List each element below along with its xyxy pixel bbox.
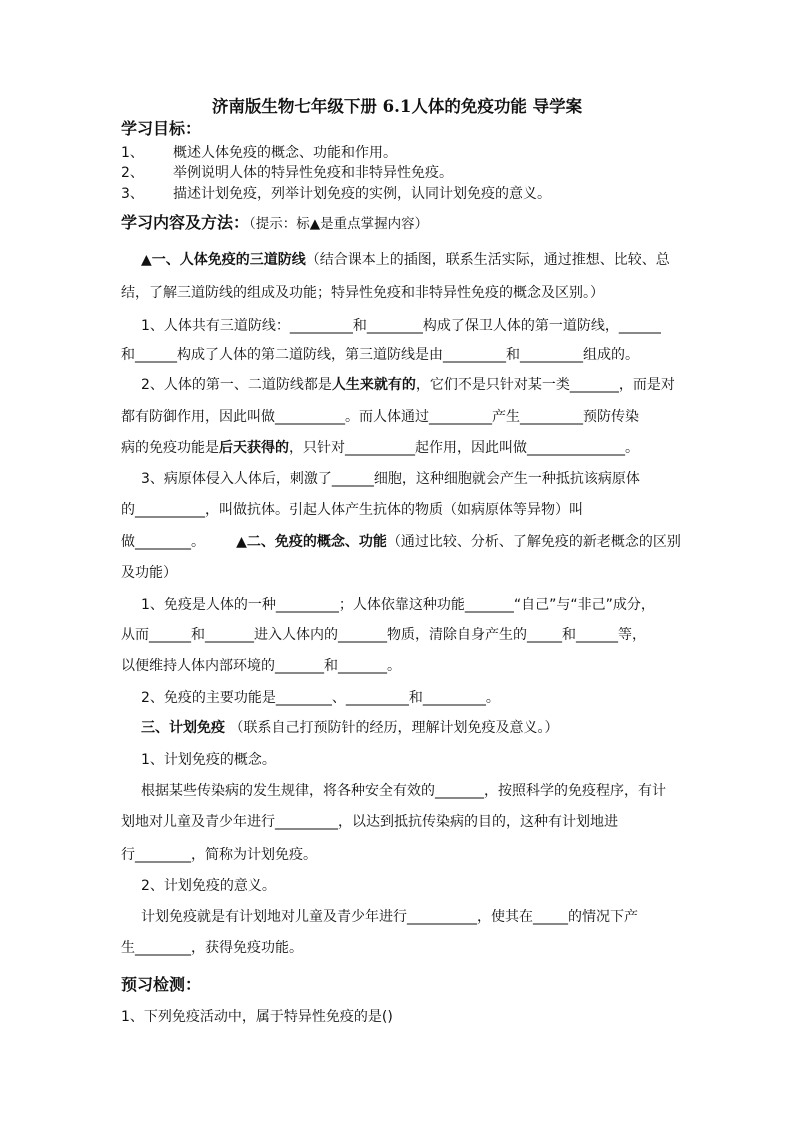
content-heading [121, 213, 684, 234]
section3-heading: 三、计划免疫 [141, 720, 225, 736]
content-heading-text: 学习内容及方法： [121, 213, 250, 232]
s1-q2-pre: 2、人体的第一、二道防线都是 [141, 377, 332, 393]
objective-item [121, 143, 684, 163]
objective-number: 1、 [121, 145, 144, 161]
section1-desc-cont: 结，了解三道防线的组成及功能；特异性免疫和非特异性免疫的概念及区别。） [121, 285, 604, 301]
objective-item [121, 184, 684, 204]
s1-q3c-pre: 做________。 [121, 534, 205, 550]
objective-number: 3、 [121, 186, 144, 202]
section3-intro [121, 718, 684, 738]
section2-desc-cont: 及功能） [121, 565, 177, 581]
objective-item [121, 163, 684, 183]
s1-q3-line2: 的__________，叫做抗体。引起人体产生抗体的物质（如病原体等异物）叫 [121, 502, 583, 518]
s2-q1-line1: 1、免疫是人体的一种_________；人体依靠这种功能_______“自己”与“非己”成分， [141, 597, 655, 613]
s2-q1-line3: 以便维持人体内部环境的_______和_______。 [121, 658, 401, 674]
preview-heading: 预习检测： [121, 975, 202, 994]
s3-p1-line3: 行________，简称为计划免疫。 [121, 847, 317, 863]
objectives-heading: 学习目标： [121, 119, 202, 138]
objective-text: 概述人体免疫的概念、功能和作用。 [173, 145, 397, 161]
objective-text: 描述计划免疫，列举计划免疫的实例，认同计划免疫的意义。 [173, 186, 551, 202]
objective-text: 举例说明人体的特异性免疫和非特异性免疫。 [173, 165, 453, 181]
s3-p1-line1: 根据某些传染病的发生规律，将各种安全有效的_______，按照科学的免疫程序，有计 [141, 783, 666, 799]
s3-p2-line2: 生________，获得免疫功能。 [121, 940, 303, 956]
s2-q1-line2: 从而______和_______进入人体内的_______物质，清除自身产生的_____和______等， [121, 627, 646, 643]
s3-p1-line2: 划地对儿童及青少年进行_________，以达到抵抗传染病的目的，这种有计划地进 [121, 814, 618, 830]
s2-q2: 2、免疫的主要功能是________、_________和_________。 [141, 690, 500, 706]
s1-q2-bold: 人生来就有的 [331, 377, 416, 393]
section1-heading: ▲一、人体免疫的三道防线 [141, 252, 306, 268]
preview-question: 1、下列免疫活动中，属于特异性免疫的是() [121, 1009, 393, 1025]
section1-intro [121, 250, 684, 270]
content-note: （提示：标▲是重点掌握内容） [249, 216, 429, 232]
s3-sub1: 1、计划免疫的概念。 [141, 752, 276, 768]
s1-q2c-post: ，只针对__________起作用，因此叫做______________。 [289, 440, 639, 456]
section1-desc: （结合课本上的插图，联系生活实际，通过推想、比较、总 [305, 252, 670, 268]
s1-q1-line1: 1、人体共有三道防线：_________和________构成了保卫人体的第一道防线，______ [141, 318, 661, 334]
s1-q3-line3 [121, 532, 684, 552]
s1-q2c-bold: 后天获得的 [219, 440, 289, 456]
section3-desc: （联系自己打预防针的经历，理解计划免疫及意义。） [229, 720, 559, 736]
s3-sub2: 2、计划免疫的意义。 [141, 878, 276, 894]
s1-q2c-pre: 病的免疫功能是 [121, 440, 219, 456]
s1-q1-line2: 和______构成了人体的第二道防线，第三道防线是由_________和_________组成的。 [121, 347, 639, 363]
s3-p2-line1: 计划免疫就是有计划地对儿童及青少年进行__________，使其在_____的情况下产 [141, 909, 638, 925]
s1-q2-line3 [121, 438, 684, 458]
s1-q2-line2: 都有防御作用，因此叫做__________。而人体通过_________产生_________预防传染 [121, 409, 639, 425]
section2-desc: （通过比较、分析、了解免疫的新老概念的区别 [386, 534, 681, 550]
section2-heading: ▲二、免疫的概念、功能 [236, 534, 387, 550]
s1-q2-post: ，它们不是只针对某一类_______，而是对 [415, 377, 675, 393]
s1-q3-line1: 3、病原体侵入人体后，刺激了______细胞，这种细胞就会产生一种抵抗该病原体 [141, 471, 640, 487]
document-title: 济南版生物七年级下册 6.1人体的免疫功能 导学案 [211, 97, 583, 116]
objective-number: 2、 [121, 165, 144, 181]
s1-q2-line1 [121, 375, 684, 395]
